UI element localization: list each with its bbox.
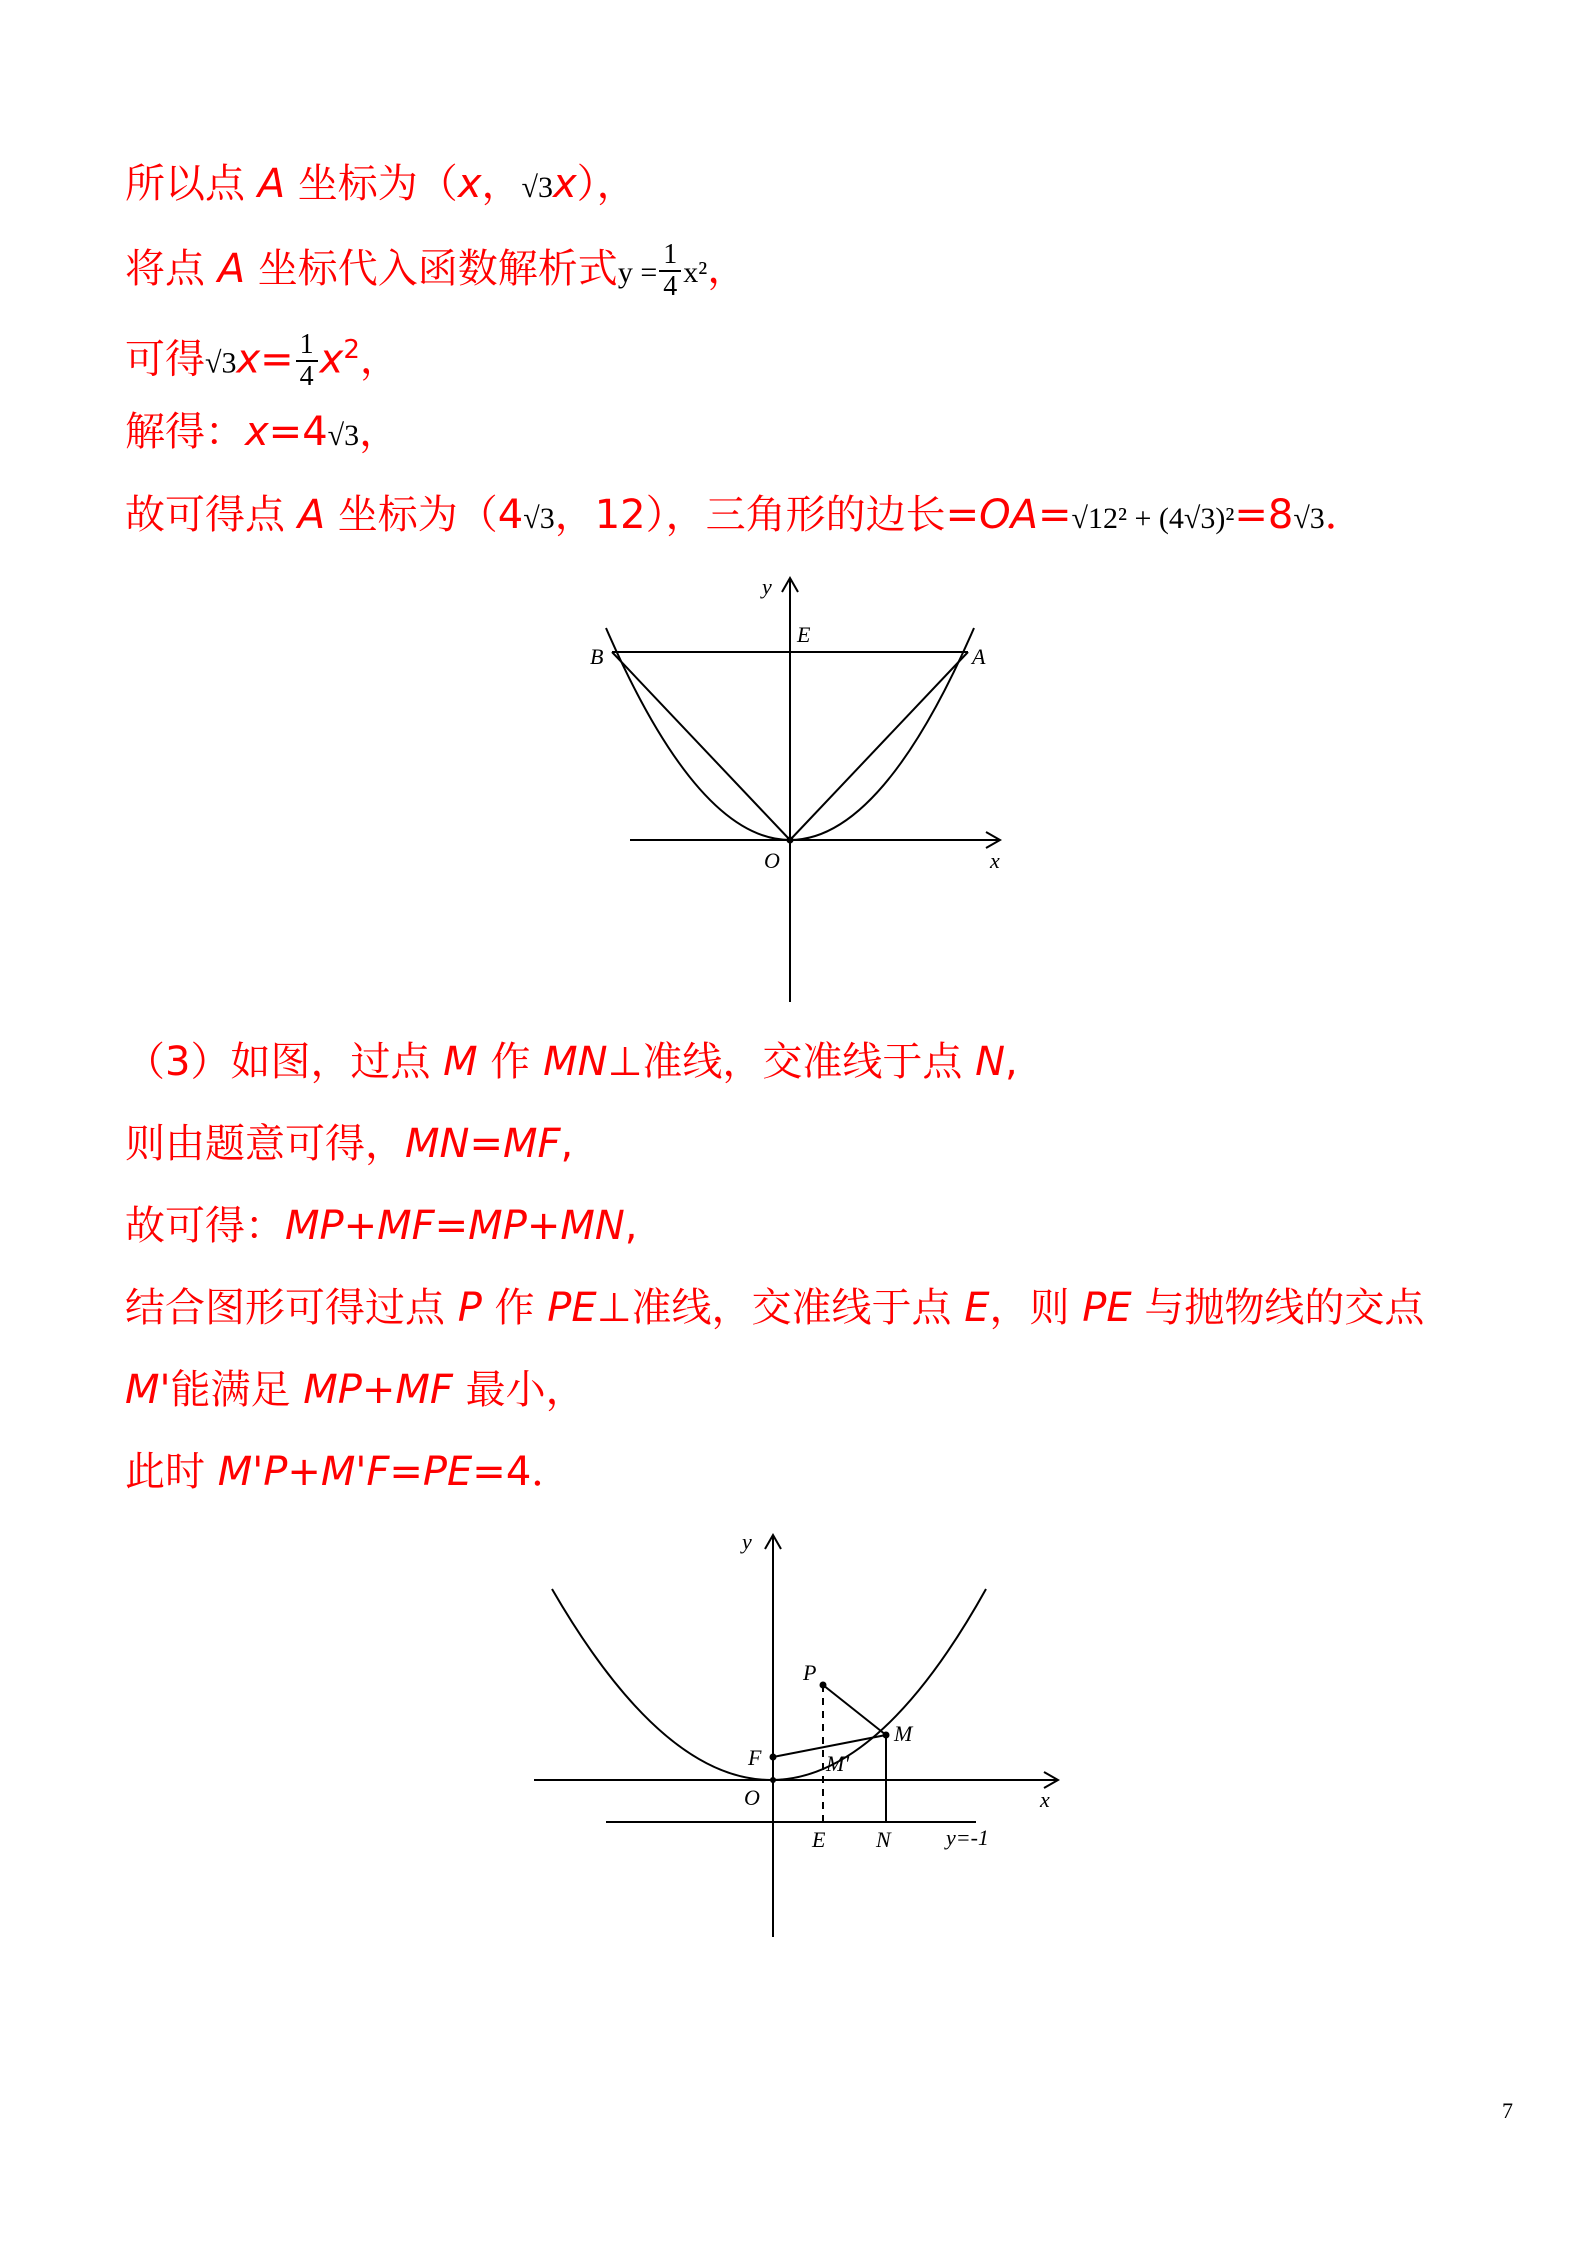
segment-oa: OA [979, 492, 1039, 538]
text: ， [359, 336, 400, 383]
text: ）， [576, 161, 637, 207]
sqrt-3: √3 [205, 346, 237, 380]
numerator: 1 [296, 330, 318, 362]
exponent: 2 [343, 335, 360, 365]
point-m-prime: M' [125, 1367, 171, 1413]
text: 故可得点 [125, 492, 298, 538]
segment-pm [823, 1685, 886, 1735]
sqrt-3: √3 [521, 171, 553, 204]
label-n: N [876, 1827, 891, 1852]
equals: = [1038, 492, 1072, 538]
label-m: M [894, 1721, 913, 1746]
text: 可得 [125, 336, 205, 383]
line-10 [125, 1364, 586, 1416]
denominator: 4 [299, 361, 314, 393]
line-4 [125, 406, 399, 462]
text: 坐标代入函数解析式 [245, 246, 618, 292]
segment-mn: MN [543, 1039, 608, 1085]
fraction-one-quarter [296, 330, 318, 392]
text: ． [1324, 492, 1365, 538]
text: =8 [1234, 492, 1294, 538]
label-y: y [762, 574, 772, 599]
expression: MP+MF [303, 1367, 453, 1413]
var-x: x [552, 161, 577, 207]
text: 坐标为（4 [325, 492, 524, 538]
line-2 [125, 240, 747, 302]
text: 作 [477, 1039, 544, 1085]
sqrt-expression: √12² + (4√3)² [1071, 502, 1235, 535]
point-p-dot [820, 1682, 827, 1689]
equals: = [260, 336, 294, 383]
line-8 [125, 1200, 637, 1252]
point-f-dot [770, 1754, 777, 1761]
text: （3）如图，过点 [125, 1039, 444, 1085]
text: ，12），三角形的边长= [554, 492, 980, 538]
point-m: M [443, 1039, 478, 1085]
text: 能满足 [170, 1367, 304, 1413]
page-number: 7 [1502, 2098, 1513, 2123]
var-x: x [457, 161, 482, 207]
label-p: P [803, 1660, 817, 1685]
text: ， [481, 161, 522, 207]
label-f: F [748, 1745, 762, 1770]
point-e: E [964, 1285, 990, 1331]
origin-dot [787, 837, 794, 844]
segment-mn: MN [405, 1121, 470, 1167]
equation-left: y = [617, 256, 658, 289]
text: , [624, 1203, 638, 1249]
point-a: A [217, 246, 246, 292]
var-x: x [245, 409, 269, 455]
point-a: A [297, 492, 326, 538]
label-e: E [812, 1827, 826, 1852]
text: ，则 [989, 1285, 1083, 1331]
label-o: O [744, 1785, 760, 1810]
text: 结合图形可得过点 [125, 1285, 458, 1331]
point-m-dot [883, 1732, 890, 1739]
figure-parabola-triangle [590, 570, 1020, 1010]
label-directrix: y=-1 [946, 1825, 989, 1850]
segment-oa [790, 652, 968, 840]
origin-dot [770, 1777, 776, 1783]
label-e: E [797, 622, 811, 647]
text: ， [707, 246, 748, 292]
equation: M'P+M'F=PE [217, 1449, 473, 1495]
sqrt-3: √3 [1293, 502, 1325, 535]
point-n: N [975, 1039, 1006, 1085]
line-5 [125, 489, 1365, 545]
equation-right: x² [683, 256, 708, 289]
segment-pe: PE [547, 1285, 597, 1331]
label-x: x [1040, 1787, 1050, 1812]
label-o: O [764, 848, 780, 873]
text: 故可得： [125, 1203, 285, 1249]
text: 坐标为（ [285, 161, 458, 207]
line-3 [125, 324, 400, 392]
segment-ob [612, 652, 790, 840]
equation: MP+MF=MP+MN [285, 1203, 625, 1249]
text: ， [359, 409, 400, 455]
text: 将点 [125, 246, 218, 292]
var-x: x [236, 336, 261, 383]
sqrt-3: √3 [523, 502, 555, 535]
label-y: y [742, 1529, 752, 1554]
text: 则由题意可得， [125, 1121, 405, 1167]
parabola [552, 1589, 986, 1780]
text: ⊥准线，交准线于点 [607, 1039, 976, 1085]
text: 与抛物线的交点 [1131, 1285, 1425, 1331]
text: , [1005, 1039, 1018, 1085]
text: 此时 [125, 1449, 218, 1495]
label-x: x [990, 848, 1000, 873]
text: ⊥准线，交准线于点 [596, 1285, 965, 1331]
denominator: 4 [663, 271, 678, 302]
sqrt-3: √3 [327, 419, 360, 452]
point-a: A [257, 161, 286, 207]
text: =4 [268, 409, 328, 455]
line-1 [125, 158, 637, 214]
text: 所以点 [125, 161, 258, 207]
label-b: B [590, 644, 604, 669]
text: 作 [481, 1285, 548, 1331]
figure-parabola-directrix [520, 1525, 1080, 1945]
equals: = [469, 1121, 503, 1167]
text: , [560, 1121, 574, 1167]
label-a: A [972, 644, 986, 669]
point-p: P [457, 1285, 482, 1331]
label-m-prime: M' [826, 1751, 850, 1776]
segment-mf: MF [502, 1121, 561, 1167]
line-6 [125, 1036, 1018, 1088]
numerator: 1 [659, 240, 681, 272]
fraction-one-quarter [659, 240, 681, 302]
var-x: x [319, 336, 344, 383]
line-9 [125, 1282, 1424, 1334]
line-7 [125, 1118, 573, 1170]
segment-pe: PE [1082, 1285, 1132, 1331]
text: 最小， [452, 1367, 586, 1413]
text: 解得： [125, 409, 245, 455]
text: =4． [472, 1449, 572, 1495]
line-11 [125, 1446, 571, 1498]
